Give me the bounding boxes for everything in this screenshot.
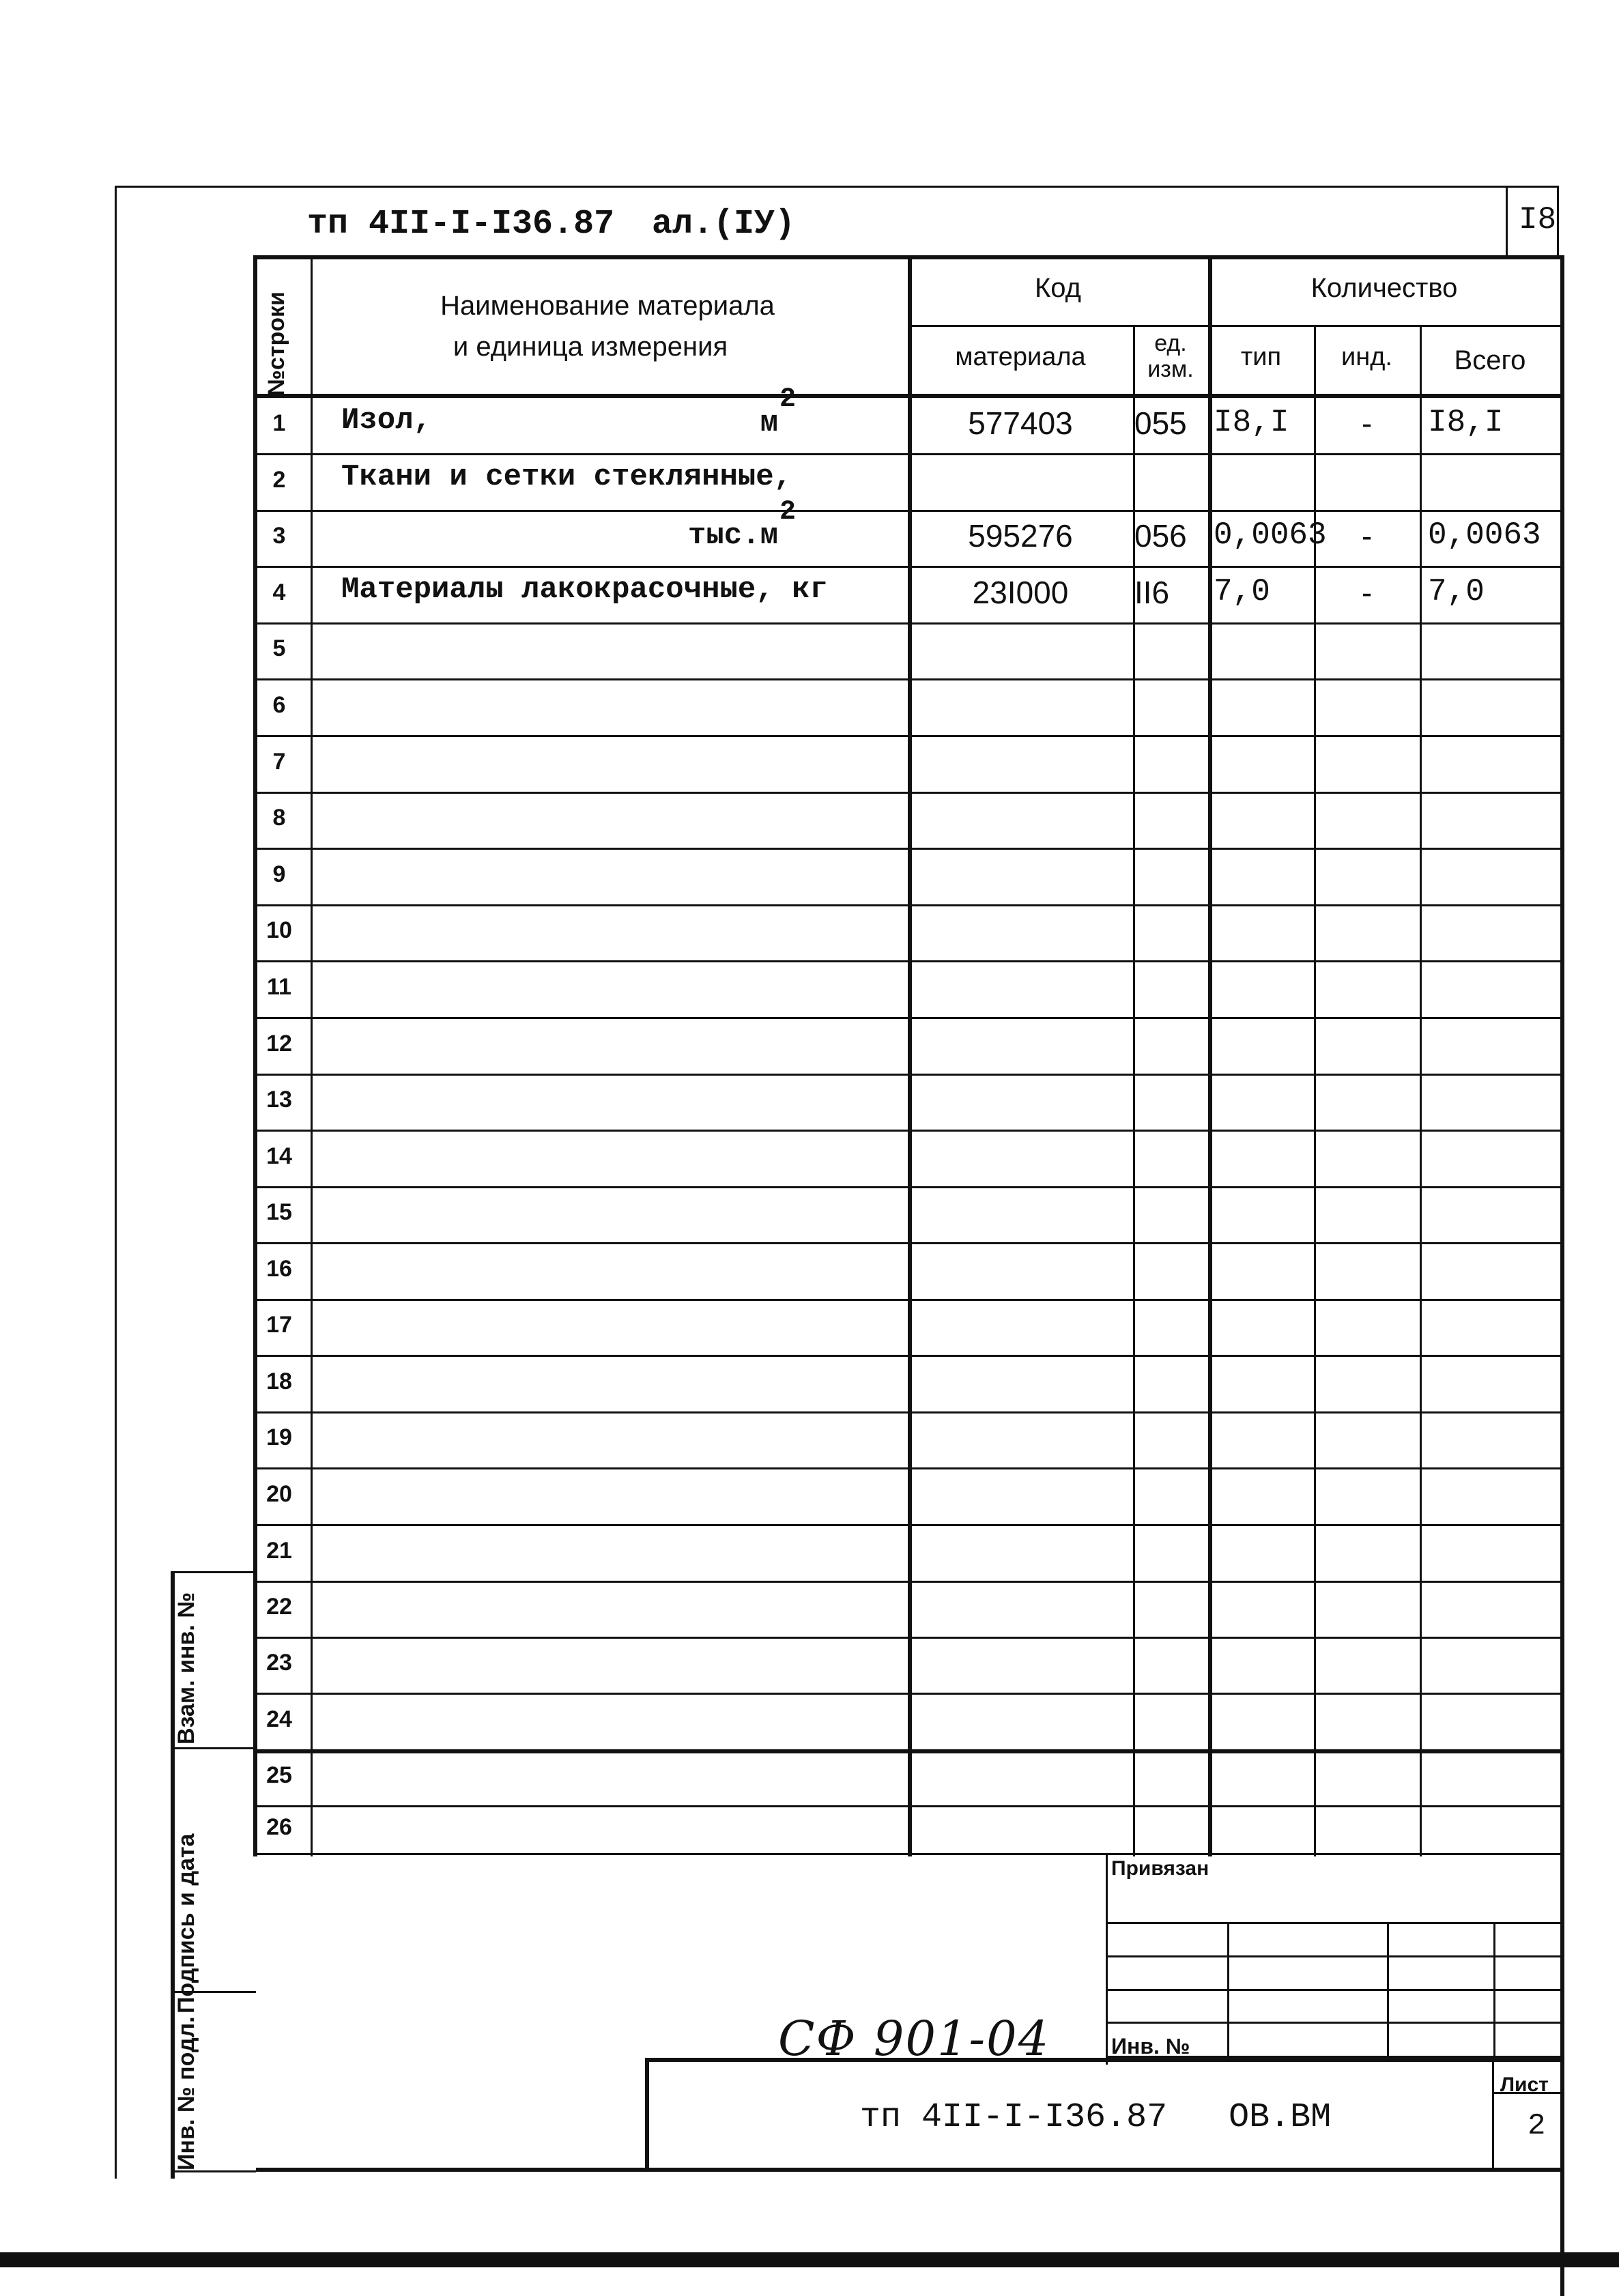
unit-header-line2: изм.: [1147, 356, 1194, 382]
quantity-type: 7,0: [1214, 573, 1270, 609]
name-header-line1: Наименование материала: [440, 291, 775, 321]
row-number: 21: [266, 1537, 292, 1564]
table-rule: [908, 325, 1560, 327]
table-rule: [311, 255, 313, 1856]
row-number-header: №строки: [263, 291, 289, 396]
material-name: Изол,: [341, 403, 432, 437]
table-rule: [1560, 255, 1564, 2296]
row-number: 2: [272, 466, 286, 493]
row-number: 24: [266, 1706, 292, 1732]
row-number: 10: [266, 917, 292, 943]
handwritten-reference: СФ 901-04: [778, 2011, 1050, 2067]
table-rule: [1133, 325, 1135, 1856]
attached-label: Привязан: [1111, 1857, 1209, 1880]
unit-code: 056: [1134, 518, 1187, 554]
table-rule: [645, 2058, 649, 2170]
table-rule: [1106, 1853, 1108, 2065]
row-number: 8: [272, 805, 286, 831]
table-rule: [171, 1571, 256, 1573]
unit-symbol: тыс.м: [687, 519, 778, 553]
type-header: тип: [1240, 343, 1282, 371]
inventory-number-label: Инв. №: [1111, 2034, 1190, 2058]
original-inventory-label: Инв. № подл.: [173, 2016, 199, 2170]
row-number: 5: [272, 635, 286, 661]
quantity-type: 0,0063: [1214, 517, 1327, 553]
row-number: 4: [272, 579, 286, 605]
frame-right-top: [1557, 186, 1559, 257]
table-rule: [256, 2168, 1562, 2172]
row-number: 23: [266, 1650, 292, 1676]
row-number: 20: [266, 1480, 292, 1507]
signature-date-label: Подпись и дата: [173, 1833, 199, 2013]
material-code: 595276: [968, 518, 1073, 554]
individual-header: инд.: [1341, 343, 1392, 371]
table-rule: [1493, 1922, 1495, 2056]
material-name: Ткани и сетки стеклянные,: [341, 459, 792, 494]
row-number: 14: [266, 1143, 292, 1169]
unit-header-line1: ед.: [1154, 330, 1187, 356]
page-number: I8: [1519, 202, 1557, 238]
table-rule: [256, 1853, 1562, 1855]
table-rule: [1208, 255, 1212, 1856]
quantity-individual: -: [1361, 518, 1373, 554]
row-number: 18: [266, 1368, 292, 1394]
quantity-individual: -: [1361, 574, 1373, 610]
row-number: 11: [267, 973, 291, 1000]
quantity-individual: -: [1361, 405, 1373, 441]
frame-page-box-left: [1506, 186, 1508, 257]
material-code: 23I000: [972, 574, 1069, 610]
quantity-header: Количество: [1310, 273, 1458, 303]
row-number: 26: [266, 1814, 292, 1840]
frame-top: [115, 186, 1557, 188]
table-rule: [1106, 2022, 1560, 2024]
unit-code: II6: [1134, 574, 1170, 610]
row-number: 19: [266, 1424, 292, 1450]
row-number: 17: [266, 1312, 292, 1338]
replaced-inventory-label: Взам. инв. №: [173, 1592, 199, 1745]
document-code-header: тп 4II-I-I36.87: [307, 205, 615, 244]
scan-bottom-edge: [0, 2252, 1619, 2267]
material-code-header: материала: [955, 343, 1086, 371]
table-rule: [171, 2170, 256, 2172]
row-number: 7: [272, 748, 286, 775]
table-rule: [1227, 1922, 1229, 2056]
unit-symbol: м: [760, 405, 778, 440]
quantity-total: I8,I: [1428, 404, 1504, 440]
row-number: 6: [272, 691, 286, 718]
album-label: ал.(IУ): [652, 205, 796, 244]
table-rule: [1387, 1922, 1389, 2056]
sheet-number: 2: [1528, 2109, 1546, 2143]
row-number: 25: [266, 1762, 292, 1788]
table-rule: [1106, 1989, 1560, 1991]
table-rule: [1106, 1922, 1560, 1924]
row-number: 12: [266, 1030, 292, 1057]
table-rule: [1420, 325, 1422, 1856]
unit-superscript: 2: [779, 497, 797, 528]
quantity-total: 0,0063: [1428, 517, 1541, 553]
row-number: 16: [266, 1255, 292, 1282]
code-header: Код: [1034, 273, 1081, 303]
unit-code: 055: [1134, 405, 1187, 441]
total-header: Всего: [1454, 345, 1526, 375]
table-rule: [1314, 325, 1316, 1856]
material-code: 577403: [968, 405, 1073, 441]
sheet-label: Лист: [1500, 2073, 1549, 2096]
unit-superscript: 2: [779, 384, 797, 415]
table-rule: [908, 255, 912, 1856]
row-number: 1: [272, 410, 286, 436]
title-document-code: тп 4II-I-I36.87 ОВ.ВМ: [860, 2098, 1332, 2137]
table-rule: [171, 1747, 256, 1749]
quantity-total: 7,0: [1428, 573, 1485, 609]
material-name: Материалы лакокрасочные, кг: [341, 572, 828, 607]
row-number: 13: [266, 1087, 292, 1113]
row-number: 22: [266, 1594, 292, 1620]
row-number: 15: [266, 1199, 292, 1225]
table-rule: [1492, 2058, 1494, 2170]
quantity-type: I8,I: [1214, 404, 1289, 440]
frame-left: [115, 186, 117, 2179]
row-number: 3: [272, 523, 286, 549]
name-header-line2: и единица измерения: [453, 332, 728, 362]
table-rule: [1106, 1955, 1560, 1957]
row-number: 9: [272, 861, 286, 887]
